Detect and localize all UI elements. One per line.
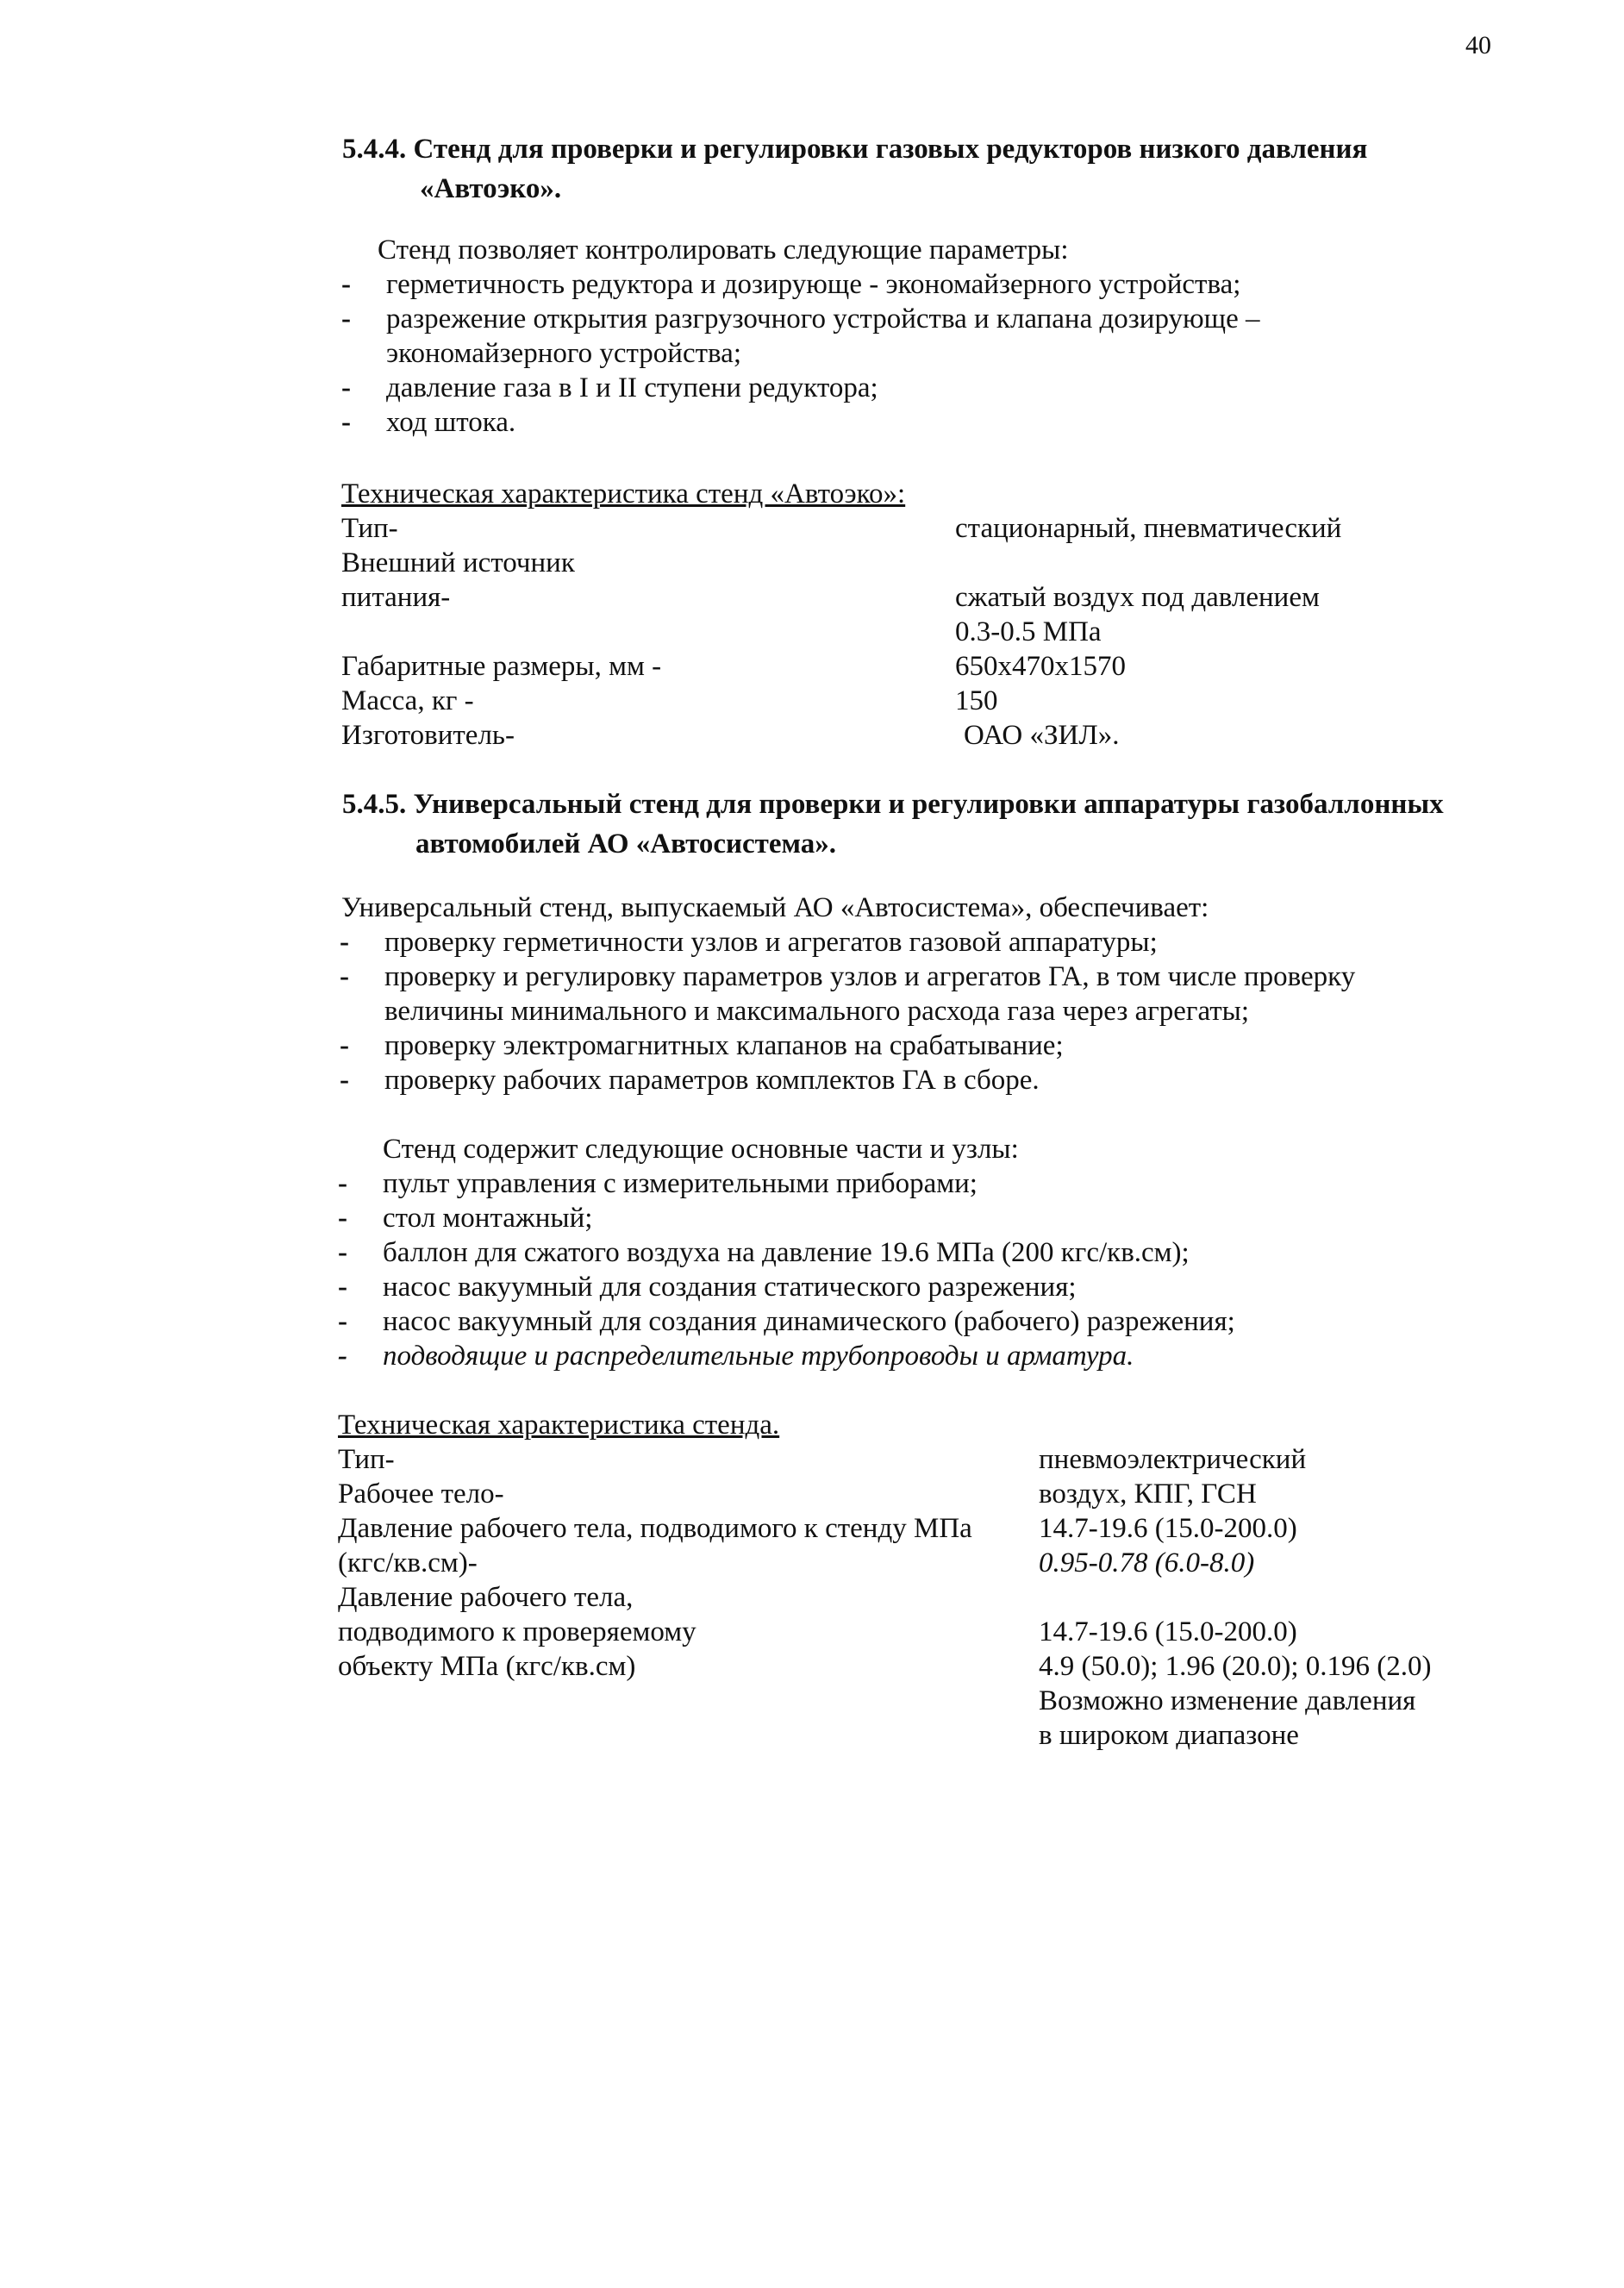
list-item: - баллон для сжатого воздуха на давление 19.6 МПа (200 кгс/кв.см); xyxy=(338,1235,1235,1270)
section-title-line2: «Автоэко». xyxy=(420,173,562,204)
page-number: 40 xyxy=(1465,31,1491,59)
spec-label: Тип- xyxy=(341,513,398,544)
section-number: 5.4.5. xyxy=(342,789,407,820)
spec-value: сжатый воздух под давлением xyxy=(955,582,1320,613)
section-heading-544 xyxy=(342,129,1549,209)
spec-value: 150 xyxy=(955,685,998,716)
spec-label: подводимого к проверяемому xyxy=(338,1616,696,1647)
spec-label: объекту МПа (кгс/кв.см) xyxy=(338,1651,636,1682)
spec-label: Габаритные размеры, мм - xyxy=(341,651,662,682)
spec-value: воздух, КПГ, ГСН xyxy=(1039,1478,1257,1510)
spec-label: Тип- xyxy=(338,1444,395,1475)
section-545-parts-list xyxy=(338,1166,1235,1373)
section-title-line1: Стенд для проверки и регулировки газовых редукторов низкого давления xyxy=(413,134,1368,165)
list-item: - проверку и регулировку параметров узлов и агрегатов ГА, в том числе проверку величины минимального и максимального расхода газа через агрегаты; xyxy=(340,960,1355,1028)
spec-value: 650х470х1570 xyxy=(955,651,1126,682)
section-heading-545 xyxy=(342,785,1592,864)
section-title-line1: Универсальный стенд для проверки и регулировки аппаратуры газобаллонных xyxy=(413,789,1444,820)
spec-value: 0.95-0.78 (6.0-8.0) xyxy=(1039,1547,1255,1578)
spec-table-title-545: Техническая характеристика стенда. xyxy=(338,1410,780,1441)
spec-value: стационарный, пневматический xyxy=(955,513,1342,544)
spec-label: Изготовитель- xyxy=(341,720,515,751)
spec-label: Внешний источник xyxy=(341,547,575,578)
spec-value: 14.7-19.6 (15.0-200.0) xyxy=(1039,1513,1297,1544)
spec-value: в широком диапазоне xyxy=(1039,1720,1299,1751)
spec-value: 14.7-19.6 (15.0-200.0) xyxy=(1039,1616,1297,1647)
spec-table-title-544: Техническая характеристика стенд «Автоэко»: xyxy=(341,478,906,509)
list-item: - насос вакуумный для создания статического разрежения; xyxy=(338,1270,1235,1304)
spec-label: Рабочее тело- xyxy=(338,1478,504,1510)
list-item: - пульт управления с измерительными приборами; xyxy=(338,1166,1235,1201)
spec-value: 4.9 (50.0); 1.96 (20.0); 0.196 (2.0) xyxy=(1039,1651,1432,1682)
list-item: - разрежение открытия разгрузочного устройства и клапана дозирующе – экономайзерного устройства; xyxy=(341,302,1260,371)
spec-label: (кгс/кв.см)- xyxy=(338,1547,478,1578)
spec-value: ОАО «ЗИЛ». xyxy=(964,720,1120,751)
section-545-intro: Универсальный стенд, выпускаемый АО «Автосистема», обеспечивает: xyxy=(341,892,1209,923)
list-item: - проверку герметичности узлов и агрегатов газовой аппаратуры; xyxy=(340,925,1355,960)
spec-label: Давление рабочего тела, xyxy=(338,1582,634,1613)
list-item: - давление газа в I и II ступени редуктора; xyxy=(341,371,1260,405)
section-title-line2: автомобилей АО «Автосистема». xyxy=(415,828,837,860)
spec-value: 0.3-0.5 МПа xyxy=(955,616,1102,647)
spec-value: пневмоэлектрический xyxy=(1039,1444,1307,1475)
list-item: - насос вакуумный для создания динамического (рабочего) разрежения; xyxy=(338,1304,1235,1339)
section-545-functions-list xyxy=(340,925,1355,1097)
section-number: 5.4.4. xyxy=(342,134,407,165)
spec-label: Давление рабочего тела, подводимого к стенду МПа xyxy=(338,1513,972,1544)
list-item: - стол монтажный; xyxy=(338,1201,1235,1235)
section-544-intro: Стенд позволяет контролировать следующие параметры: xyxy=(378,234,1069,266)
list-item: - ход штока. xyxy=(341,405,1260,440)
list-item: - проверку рабочих параметров комплектов ГА в сборе. xyxy=(340,1063,1355,1097)
section-544-params-list xyxy=(341,267,1260,440)
spec-label: Масса, кг - xyxy=(341,685,474,716)
list-item: - проверку электромагнитных клапанов на срабатывание; xyxy=(340,1028,1355,1063)
list-item: - подводящие и распределительные трубопроводы и арматура. xyxy=(338,1339,1235,1373)
section-545-parts-intro: Стенд содержит следующие основные части и узлы: xyxy=(383,1134,1019,1165)
spec-value: Возможно изменение давления xyxy=(1039,1685,1416,1716)
spec-label: питания- xyxy=(341,582,451,613)
list-item: - герметичность редуктора и дозирующе - экономайзерного устройства; xyxy=(341,267,1260,302)
